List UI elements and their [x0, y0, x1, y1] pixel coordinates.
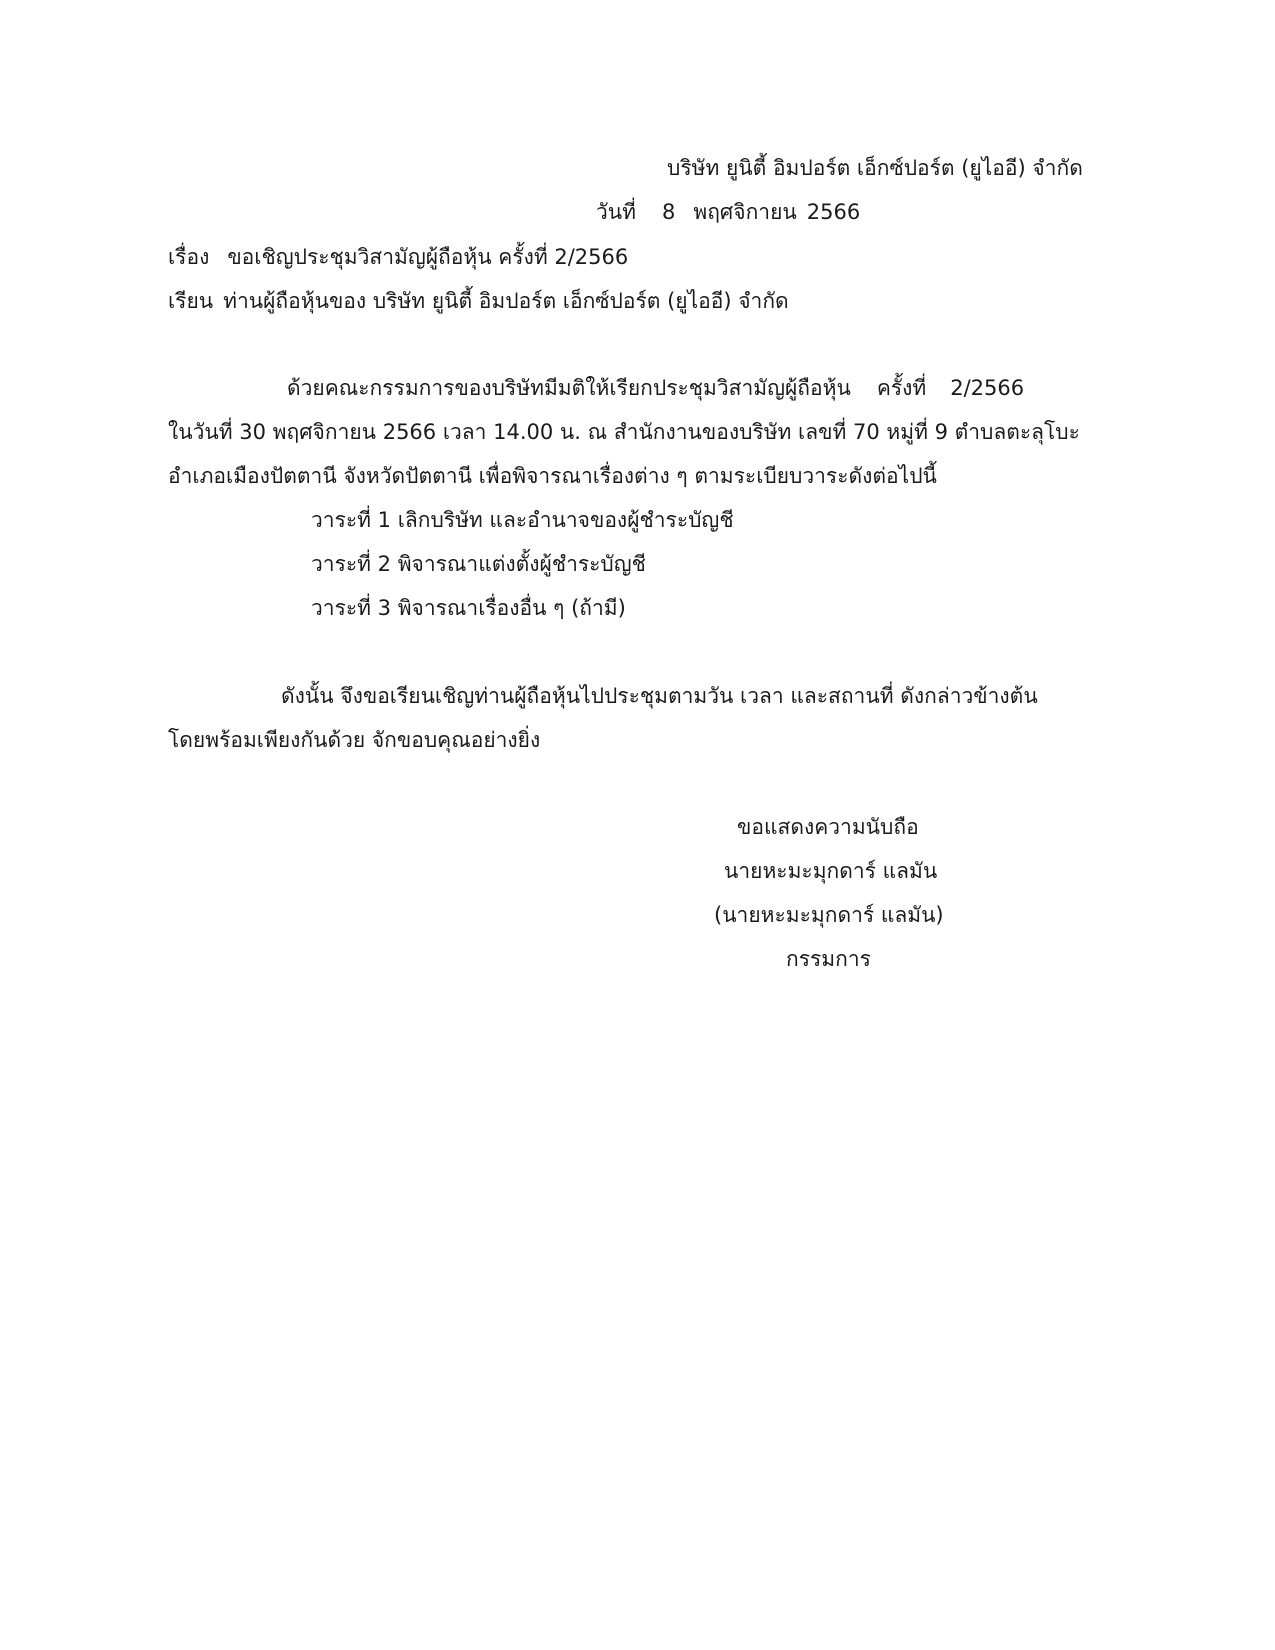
recipient-label: เรียน: [168, 289, 214, 313]
subject-line: [168, 243, 628, 271]
body-para1-meeting-number: 2/2566: [950, 376, 1025, 400]
recipient-line: [168, 287, 789, 315]
date-year: 2566: [806, 200, 861, 224]
signature-name: นายหะมะมุกดาร์ แลมัน: [724, 859, 938, 883]
body-para1-meeting-label: ครั้งที่: [876, 376, 927, 400]
signature-name-parenthetical: (นายหะมะมุกดาร์ แลมัน): [714, 903, 944, 927]
date-line: [596, 198, 860, 226]
company-header: บริษัท ยูนิตี้ อิมปอร์ต เอ็กซ์ปอร์ต (ยูไออี) จำกัด: [667, 156, 1083, 180]
body-para2-line1: ดังนั้น จึงขอเรียนเชิญท่านผู้ถือหุ้นไปประชุมตามวัน เวลา และสถานที่ ดังกล่าวข้างต้น: [281, 684, 1038, 708]
agenda-item: วาระที่ 1 เลิกบริษัท และอำนาจของผู้ชำระบัญชี: [311, 508, 734, 532]
agenda-item: วาระที่ 2 พิจารณาแต่งตั้งผู้ชำระบัญชี: [311, 552, 646, 576]
signature-title: กรรมการ: [786, 947, 871, 971]
subject-label: เรื่อง: [168, 245, 210, 269]
date-day: 8: [662, 200, 676, 224]
subject-text: ขอเชิญประชุมวิสามัญผู้ถือหุ้น ครั้งที่ 2/2566: [227, 245, 629, 269]
date-label: วันที่: [596, 200, 636, 224]
body-para1-intro: ด้วยคณะกรรมการของบริษัทมีมติให้เรียกประชุมวิสามัญผู้ถือหุ้น: [287, 376, 851, 400]
body-para2-line2: โดยพร้อมเพียงกันด้วย จักขอบคุณอย่างยิ่ง: [168, 728, 541, 752]
signature-closing: ขอแสดงความนับถือ: [737, 815, 919, 839]
recipient-text: ท่านผู้ถือหุ้นของ บริษัท ยูนิตี้ อิมปอร์ต เอ็กซ์ปอร์ต (ยูไออี) จำกัด: [223, 289, 789, 313]
agenda-item: วาระที่ 3 พิจารณาเรื่องอื่น ๆ (ถ้ามี): [311, 596, 626, 620]
body-para1-line1: [287, 374, 1024, 402]
body-para1-line2: ในวันที่ 30 พฤศจิกายน 2566 เวลา 14.00 น. ณ สำนักงานของบริษัท เลขที่ 70 หมู่ที่ 9 ตำบลตะลุโบะ: [168, 420, 1080, 444]
body-para1-line3: อำเภอเมืองปัตตานี จังหวัดปัตตานี เพื่อพิจารณาเรื่องต่าง ๆ ตามระเบียบวาระดังต่อไปนี้: [168, 464, 937, 488]
date-month: พฤศจิกายน: [693, 200, 797, 224]
